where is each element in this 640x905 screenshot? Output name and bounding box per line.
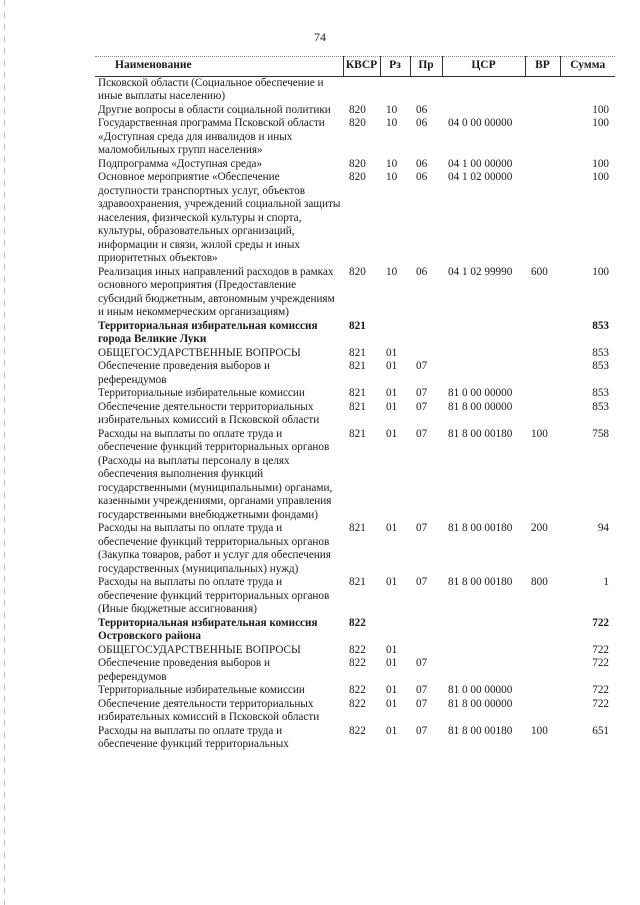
table-row: [95, 360, 615, 387]
cell-rz: 01: [386, 576, 398, 588]
cell-pr: 07: [416, 657, 428, 669]
cell-kvsr: 821: [349, 427, 366, 440]
cell-vr: 100: [531, 724, 548, 737]
cell-pr: 07: [416, 522, 428, 534]
cell-csr: 81 8 00 00000: [448, 400, 513, 413]
header-rz: Рз: [380, 57, 410, 77]
cell-vr: [525, 347, 560, 361]
header-sum: Сумма: [560, 57, 615, 77]
cell-name: Другие вопросы в области социальной политики: [98, 103, 331, 116]
table-row: [95, 171, 615, 266]
cell-name: ОБЩЕГОСУДАРСТВЕННЫЕ ВОПРОСЫ: [98, 346, 301, 359]
cell-sum: 94: [597, 522, 609, 534]
table-row: [95, 387, 615, 401]
cell-name: Расходы на выплаты по оплате труда и обеспечение функций территориальных органов (Расходы на выплаты персоналу в целях обеспечения выполнения функций государственными (муниципальными) органами, казенными учреждениями, органами управления государственными внебюджетными фондами): [98, 427, 333, 521]
cell-pr: 07: [416, 576, 428, 588]
cell-name: Расходы на выплаты по оплате труда и обеспечение функций территориальных органов (Иные бюджетные ассигнования): [98, 576, 330, 615]
cell-rz: [380, 320, 410, 347]
cell-vr: [525, 117, 560, 158]
cell-rz: 01: [386, 657, 398, 669]
cell-pr: 07: [416, 360, 428, 372]
cell-rz: 01: [386, 400, 398, 413]
cell-name: Обеспечение проведения выборов и референдумов: [98, 360, 270, 386]
scan-edge: [4, 0, 5, 905]
cell-sum: 722: [592, 697, 609, 710]
cell-sum: [560, 76, 615, 104]
cell-sum: 853: [592, 360, 609, 372]
cell-pr: 07: [416, 724, 428, 737]
cell-vr: 800: [531, 576, 548, 588]
cell-csr: [442, 347, 525, 361]
cell-kvsr: 820: [349, 103, 366, 116]
page-number: 74: [314, 30, 326, 44]
cell-pr: 07: [416, 387, 428, 399]
cell-kvsr: [343, 76, 380, 104]
cell-rz: [380, 76, 410, 104]
cell-sum: 853: [592, 387, 609, 399]
cell-sum: 853: [592, 346, 609, 359]
cell-rz: 10: [386, 103, 398, 116]
cell-rz: 01: [386, 684, 398, 696]
cell-name: Расходы на выплаты по оплате труда и обеспечение функций территориальных: [98, 724, 289, 750]
cell-name: ОБЩЕГОСУДАРСТВЕННЫЕ ВОПРОСЫ: [98, 643, 301, 656]
cell-csr: 81 8 00 00180: [448, 522, 513, 534]
cell-csr: [442, 360, 525, 387]
table-row: [95, 76, 615, 104]
cell-kvsr: 821: [349, 360, 366, 372]
cell-rz: 10: [386, 117, 398, 129]
cell-name: Обеспечение проведения выборов и референдумов: [98, 657, 270, 683]
cell-vr: [525, 76, 560, 104]
header-kvsr: КВСР: [343, 57, 380, 77]
cell-pr: [410, 320, 442, 347]
cell-csr: 04 1 02 00000: [448, 171, 513, 183]
cell-kvsr: 821: [349, 400, 366, 413]
table-row: [95, 617, 615, 644]
cell-kvsr: 821: [349, 387, 366, 399]
table-row: [95, 266, 615, 320]
cell-sum: 853: [592, 400, 609, 413]
cell-sum: 100: [592, 157, 609, 170]
table-row: [95, 725, 615, 752]
table-body: [95, 76, 615, 752]
cell-sum: 758: [592, 427, 609, 440]
table-row: [95, 428, 615, 523]
cell-name: Государственная программа Псковской области «Доступная среда для инвалидов и иных маломобильных групп населения»: [98, 117, 325, 156]
cell-sum: 722: [592, 643, 609, 656]
cell-rz: 01: [386, 427, 398, 440]
cell-csr: 81 8 00 00000: [448, 697, 513, 710]
cell-csr: [442, 76, 525, 104]
cell-pr: 06: [416, 103, 428, 116]
table-row: [95, 644, 615, 658]
cell-rz: 01: [386, 724, 398, 737]
cell-kvsr: 822: [349, 697, 366, 710]
cell-vr: 600: [531, 265, 548, 278]
cell-rz: 10: [386, 265, 398, 278]
cell-pr: [410, 347, 442, 361]
cell-kvsr: 821: [349, 576, 366, 588]
table-row: [95, 522, 615, 576]
budget-table: [95, 56, 615, 752]
cell-pr: 06: [416, 117, 428, 129]
cell-vr: [525, 644, 560, 658]
cell-csr: 04 1 00 00000: [448, 157, 513, 170]
cell-kvsr: 822: [349, 643, 366, 656]
cell-pr: 07: [416, 400, 428, 413]
cell-sum: 100: [592, 103, 609, 116]
cell-pr: 07: [416, 697, 428, 710]
cell-kvsr: 820: [349, 171, 366, 183]
cell-rz: 01: [386, 643, 398, 656]
table-row: [95, 158, 615, 172]
table-row: [95, 104, 615, 118]
cell-rz: 01: [386, 360, 398, 372]
cell-vr: [525, 387, 560, 401]
table-row: [95, 657, 615, 684]
cell-vr: [525, 104, 560, 118]
cell-kvsr: 822: [349, 684, 366, 696]
cell-csr: 81 8 00 00180: [448, 427, 513, 440]
cell-csr: [442, 320, 525, 347]
cell-pr: [410, 617, 442, 644]
cell-sum: 100: [592, 265, 609, 278]
cell-pr: 06: [416, 265, 428, 278]
cell-vr: 100: [531, 427, 548, 440]
cell-kvsr: 822: [349, 724, 366, 737]
cell-rz: 01: [386, 697, 398, 710]
cell-kvsr: 822: [349, 616, 366, 629]
cell-rz: 01: [386, 522, 398, 534]
cell-sum: 853: [592, 319, 609, 332]
cell-name: Псковской области (Социальное обеспечение и иные выплаты населению): [98, 76, 324, 102]
cell-name: Подпрограмма «Доступная среда»: [98, 157, 263, 170]
cell-kvsr: 821: [349, 522, 366, 534]
cell-csr: [442, 657, 525, 684]
cell-name: Обеспечение деятельности территориальных избирательных комиссий в Псковской области: [98, 697, 320, 723]
table-row: [95, 576, 615, 617]
cell-csr: 81 0 00 00000: [448, 387, 513, 399]
cell-pr: [410, 76, 442, 104]
table-header-row: [95, 57, 615, 77]
header-pr: Пр: [410, 57, 442, 77]
table-row: [95, 698, 615, 725]
cell-kvsr: 820: [349, 117, 366, 129]
cell-pr: 07: [416, 684, 428, 696]
cell-kvsr: 820: [349, 265, 366, 278]
cell-name: Реализация иных направлений расходов в рамках основного мероприятия (Предоставление субсидий бюджетным, автономным учреждениям и иным некоммерческим организациям): [98, 265, 335, 318]
header-vr: ВР: [525, 57, 560, 77]
cell-pr: 06: [416, 157, 428, 170]
cell-vr: [525, 617, 560, 644]
cell-vr: 200: [531, 522, 548, 534]
cell-kvsr: 821: [349, 319, 366, 332]
cell-csr: 81 8 00 00180: [448, 576, 513, 588]
cell-sum: 1: [603, 576, 609, 588]
header-name: Наименование: [95, 57, 343, 77]
table-row: [95, 684, 615, 698]
cell-csr: [442, 104, 525, 118]
cell-rz: 01: [386, 346, 398, 359]
cell-sum: 722: [592, 616, 609, 629]
cell-csr: 04 1 02 99990: [448, 265, 513, 278]
cell-sum: 722: [592, 657, 609, 669]
cell-name: Территориальная избирательная комиссия города Великие Луки: [98, 319, 318, 345]
cell-vr: [525, 171, 560, 266]
cell-csr: [442, 644, 525, 658]
table-row: [95, 401, 615, 428]
cell-vr: [525, 158, 560, 172]
cell-vr: [525, 657, 560, 684]
cell-sum: 100: [592, 117, 609, 129]
cell-name: Территориальная избирательная комиссия Островского района: [98, 616, 318, 642]
cell-kvsr: 820: [349, 157, 366, 170]
cell-sum: 722: [592, 684, 609, 696]
cell-kvsr: 821: [349, 346, 366, 359]
cell-rz: 10: [386, 157, 398, 170]
cell-name: Основное мероприятие «Обеспечение доступности транспортных услуг, объектов здравоохранения, учреждений социальной защиты населения, физической культуры и спорта, культуры, образовательных организаций, информации и связи, жилой среды и иных приоритетных объектов»: [98, 171, 341, 264]
cell-name: Территориальные избирательные комиссии: [98, 387, 305, 399]
cell-csr: [442, 617, 525, 644]
cell-vr: [525, 360, 560, 387]
cell-pr: 06: [416, 171, 428, 183]
cell-csr: 81 8 00 00180: [448, 724, 513, 737]
cell-csr: 81 0 00 00000: [448, 684, 513, 696]
table-row: [95, 320, 615, 347]
cell-vr: [525, 698, 560, 725]
cell-rz: 10: [386, 171, 398, 183]
cell-name: Обеспечение деятельности территориальных избирательных комиссий в Псковской области: [98, 400, 320, 426]
cell-sum: 651: [592, 724, 609, 737]
cell-kvsr: 822: [349, 657, 366, 669]
cell-name: Территориальные избирательные комиссии: [98, 684, 305, 696]
cell-vr: [525, 320, 560, 347]
cell-pr: 07: [416, 427, 428, 440]
cell-sum: 100: [592, 171, 609, 183]
table-row: [95, 117, 615, 158]
cell-pr: [410, 644, 442, 658]
cell-vr: [525, 401, 560, 428]
cell-vr: [525, 684, 560, 698]
cell-csr: 04 0 00 00000: [448, 117, 513, 129]
table-row: [95, 347, 615, 361]
cell-rz: [380, 617, 410, 644]
cell-rz: 01: [386, 387, 398, 399]
header-csr: ЦСР: [442, 57, 525, 77]
cell-name: Расходы на выплаты по оплате труда и обеспечение функций территориальных органов (Закупка товаров, работ и услуг для обеспечения государственных (муниципальных) нужд): [98, 522, 331, 575]
